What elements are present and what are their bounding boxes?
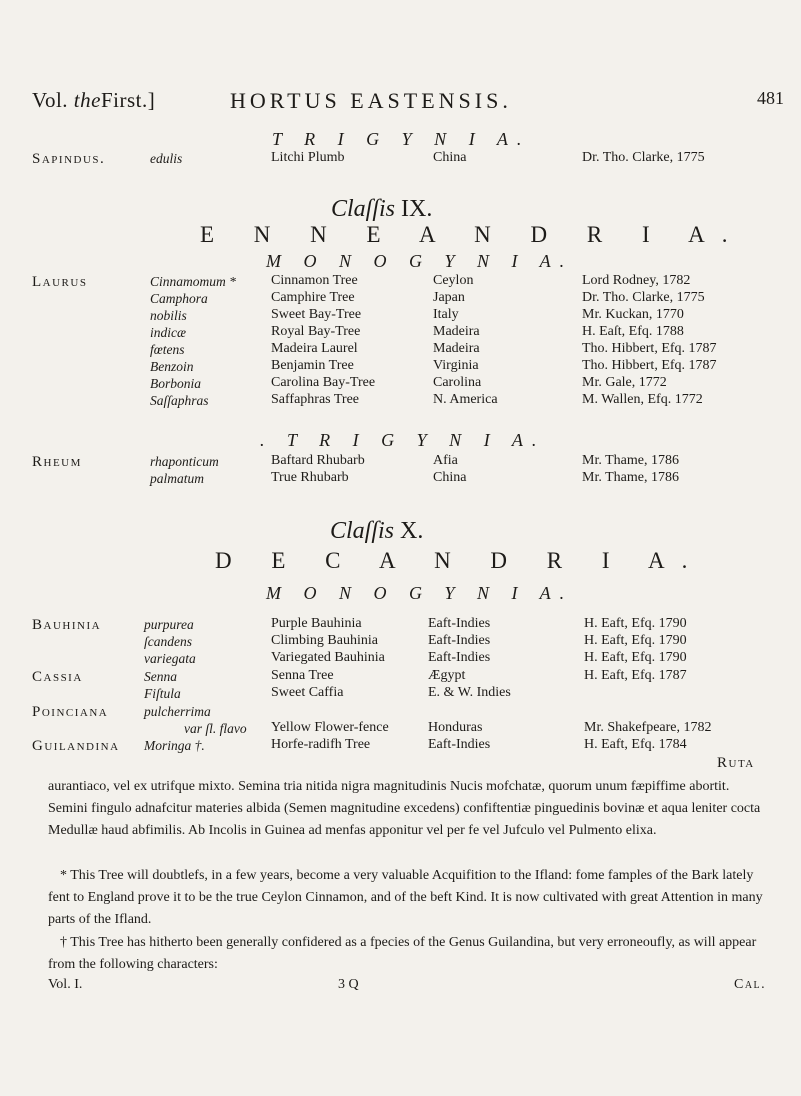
country: Honduras: [428, 720, 483, 735]
species-name: Cinnamomum *: [150, 274, 236, 289]
footer-volume: Vol. I.: [48, 977, 83, 992]
genus-name: Rheum: [32, 454, 82, 470]
introducer: H. Eaft, Efq. 1790: [584, 650, 687, 665]
genus-name: Guilandina: [32, 738, 120, 754]
english-name: Senna Tree: [271, 668, 334, 683]
country: Ceylon: [433, 273, 474, 288]
species-name: indicæ: [150, 325, 186, 340]
running-head: [32, 88, 784, 120]
genus-name: Bauhinia: [32, 617, 102, 633]
catchword-top: Ruta: [717, 755, 755, 771]
volume-label: Vol. theFirst.]: [32, 88, 156, 112]
english-name: Yellow Flower-fence: [271, 720, 389, 735]
book-title: HORTUS EASTENSIS.: [230, 88, 512, 113]
english-name: Sweet Bay-Tree: [271, 307, 362, 322]
introducer: Lord Rodney, 1782: [582, 273, 691, 288]
english-name: Benjamin Tree: [271, 358, 354, 373]
country: N. America: [433, 392, 498, 407]
class-name: D E C A N D R I A.: [215, 548, 705, 573]
country: Eaft-Indies: [428, 633, 491, 648]
species-name: nobilis: [150, 308, 187, 323]
class-name: E N N E A N D R I A.: [200, 222, 745, 247]
species-name: variegata: [144, 651, 196, 666]
english-name: True Rhubarb: [271, 470, 349, 485]
signature-mark: 3 Q: [338, 977, 359, 992]
english-name: Saffaphras Tree: [271, 392, 360, 407]
species-name: Benzoin: [150, 359, 194, 374]
species-name: palmatum: [150, 471, 204, 486]
country: Virginia: [433, 358, 479, 373]
species-name: Borbonia: [150, 376, 202, 391]
english-name: Camphire Tree: [271, 290, 355, 305]
english-name: Sweet Caffia: [271, 685, 344, 700]
species-name: pulcherrima: [144, 704, 211, 719]
footnote-cinnamon: * This Tree will doubtlefs, in a few years, become a very valuable Acquifition to the Ifland: fome famples of the Bark lately fent to England prove it to be the true Ceylon Cinnamon, and of the beft Kind. It is now cultivated with great Attention in many parts of the Ifland.: [48, 868, 763, 927]
country: E. & W. Indies: [428, 685, 511, 700]
country: Eaft-Indies: [428, 650, 491, 665]
species-name: Moringa †.: [144, 738, 205, 753]
introducer: H. Eaft, Efq. 1787: [584, 668, 687, 683]
introducer: H. Eaft, Efq. 1790: [584, 616, 687, 631]
introducer: H. Eaft, Efq. 1784: [584, 737, 687, 752]
country: Italy: [433, 307, 459, 322]
species-name: Camphora: [150, 291, 208, 306]
introducer: Dr. Tho. Clarke, 1775: [582, 150, 705, 165]
introducer: Mr. Thame, 1786: [582, 453, 679, 468]
genus-name: Cassia: [32, 669, 83, 685]
country: Afia: [433, 453, 458, 468]
country: Eaft-Indies: [428, 737, 491, 752]
english-name: Carolina Bay-Tree: [271, 375, 376, 390]
introducer: Dr. Tho. Clarke, 1775: [582, 290, 705, 305]
country: China: [433, 470, 467, 485]
genus-name: Sapindus.: [32, 151, 106, 167]
introducer: Tho. Hibbert, Efq. 1787: [582, 358, 717, 373]
country: Madeira: [433, 341, 480, 356]
classis-heading: Claſſis X.: [330, 518, 424, 544]
genus-name: Poinciana: [32, 704, 109, 720]
introducer: Mr. Kuckan, 1770: [582, 307, 684, 322]
english-name: Royal Bay-Tree: [271, 324, 361, 339]
introducer: H. Eaſt, Efq. 1788: [582, 324, 684, 339]
species-name: rhaponticum: [150, 454, 219, 469]
english-name: Litchi Plumb: [271, 150, 345, 165]
english-name: Climbing Bauhinia: [271, 633, 378, 648]
footnote-continued: aurantiaco, vel ex utrifque mixto. Semina tria nitida nigra magnitudinis Nucis mofchatæ, quorum unum fæpiffime abortit. Semini fingulo adnafcitur materies albida (Semen magnitudine excedens) confiftentiæ pinguedinis bovinæ et aqua leniter cocta Medullæ haud abfimilis. Ab Incolis in Guinea ad menfas apponitur vel per fe vel Jufculo vel Pulmento elixa.: [48, 779, 761, 838]
english-name: Madeira Laurel: [271, 341, 358, 356]
classis-heading: Claſſis IX.: [331, 196, 433, 222]
introducer: Mr. Shakefpeare, 1782: [584, 720, 712, 735]
introducer: Mr. Thame, 1786: [582, 470, 679, 485]
footnote-moringa: † This Tree has hitherto been generally confidered as a fpecies of the Genus Guilandina, but very erroneoufly, as will appear from the following characters:: [48, 935, 757, 972]
country: Japan: [433, 290, 465, 305]
english-name: Variegated Bauhinia: [271, 650, 385, 665]
species-name: fœtens: [150, 342, 185, 357]
species-name: Senna: [144, 669, 177, 684]
country: Madeira: [433, 324, 480, 339]
introducer: Mr. Gale, 1772: [582, 375, 667, 390]
country: Ægypt: [428, 668, 466, 683]
country: China: [433, 150, 467, 165]
english-name: Horfe-radifh Tree: [271, 737, 371, 752]
species-name: ſcandens: [144, 634, 192, 649]
english-name: Baftard Rhubarb: [271, 453, 365, 468]
order-heading: M O N O G Y N I A.: [266, 583, 574, 603]
page-number: 481: [757, 88, 784, 108]
introducer: M. Wallen, Efq. 1772: [582, 392, 703, 407]
catchword: Cal.: [734, 977, 767, 992]
species-name: edulis: [150, 151, 183, 166]
order-heading: M O N O G Y N I A.: [266, 251, 574, 271]
species-name: purpurea: [144, 617, 194, 632]
country: Eaft-Indies: [428, 616, 491, 631]
introducer: Tho. Hibbert, Efq. 1787: [582, 341, 717, 356]
country: Carolina: [433, 375, 482, 390]
introducer: H. Eaft, Efq. 1790: [584, 633, 687, 648]
order-heading: T R I G Y N I A.: [272, 129, 531, 149]
genus-name: Laurus: [32, 274, 88, 290]
species-name: var ſl. flavo: [184, 721, 247, 736]
english-name: Cinnamon Tree: [271, 273, 358, 288]
english-name: Purple Bauhinia: [271, 616, 362, 631]
species-name: Fiſtula: [144, 686, 181, 701]
order-heading: . T R I G Y N I A.: [260, 430, 546, 450]
species-name: Saſſaphras: [150, 393, 209, 408]
